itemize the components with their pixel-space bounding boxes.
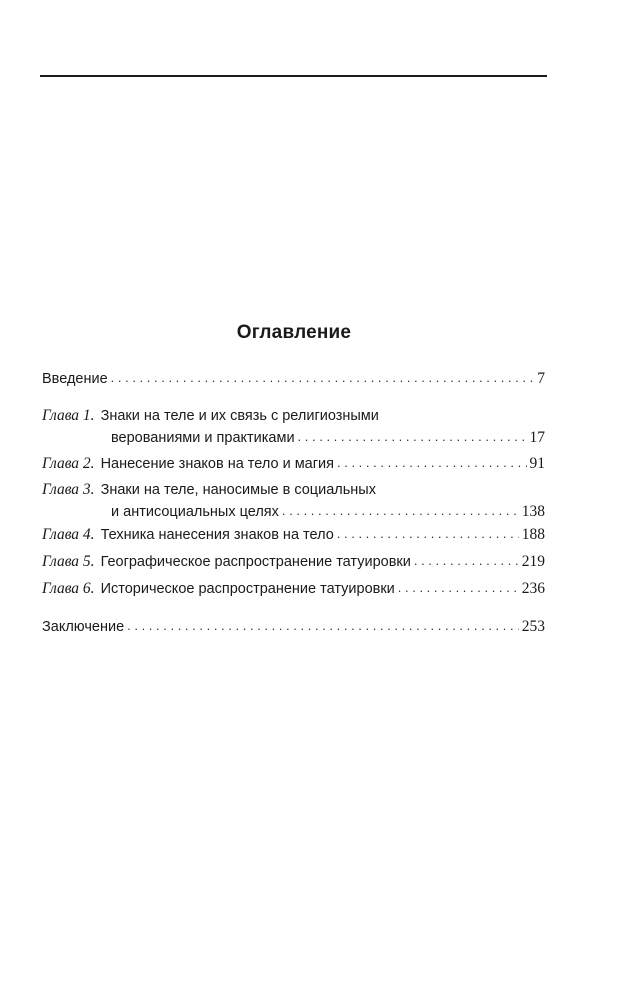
toc-entry-page: 7	[537, 370, 545, 387]
toc-entry-page: 138	[521, 503, 545, 520]
toc-entry-title: Техника нанесения знаков на тело	[100, 527, 334, 543]
toc-entry-page: 236	[521, 580, 545, 597]
leader-dots	[282, 500, 519, 522]
toc-entry-title: Нанесение знаков на тело и магия	[100, 456, 334, 472]
toc-entry-page: 253	[521, 618, 545, 635]
chapter-label: Глава 4.	[42, 526, 95, 543]
toc-entry-chapter-1[interactable]	[42, 405, 545, 449]
chapter-label: Глава 5.	[42, 553, 95, 570]
toc-entry-title-cont: верованиями и практиками	[111, 430, 295, 446]
toc-entry-chapter-3[interactable]	[42, 479, 545, 523]
toc-entry-title: Знаки на теле и их связь с религиозными	[100, 408, 379, 424]
toc-entry-chapter-5[interactable]	[42, 551, 545, 573]
leader-dots	[414, 550, 519, 572]
toc-entry-chapter-2[interactable]	[42, 453, 545, 475]
toc-entry-chapter-4[interactable]	[42, 524, 545, 546]
toc-entry-page: 91	[529, 455, 545, 472]
toc-entry-title: Знаки на теле, наносимые в социальных	[100, 482, 376, 498]
chapter-label: Глава 1.	[42, 407, 95, 424]
leader-dots	[111, 367, 535, 389]
toc-entry-introduction[interactable]	[42, 368, 545, 390]
leader-dots	[337, 523, 519, 545]
toc-entry-title: Введение	[42, 371, 108, 387]
toc-title: Оглавление	[236, 322, 352, 343]
toc-entry-title: Заключение	[42, 619, 125, 635]
leader-dots	[398, 577, 519, 599]
header-rule	[40, 75, 547, 77]
chapter-label: Глава 2.	[42, 455, 95, 472]
toc-entry-title: Историческое распространение татуировки	[100, 581, 395, 597]
toc-entry-conclusion[interactable]	[42, 616, 545, 638]
toc-entry-title-cont: и антисоциальных целях	[111, 504, 279, 520]
leader-dots	[337, 452, 527, 474]
toc-entry-title: Географическое распространение татуировки	[100, 554, 411, 570]
toc-entry-page: 17	[529, 429, 545, 446]
leader-dots	[127, 615, 519, 637]
toc-entry-page: 188	[521, 526, 545, 543]
toc-entry-page: 219	[521, 553, 545, 570]
chapter-label: Глава 3.	[42, 481, 95, 498]
chapter-label: Глава 6.	[42, 580, 95, 597]
leader-dots	[298, 426, 527, 448]
toc-entry-chapter-6[interactable]	[42, 578, 545, 600]
